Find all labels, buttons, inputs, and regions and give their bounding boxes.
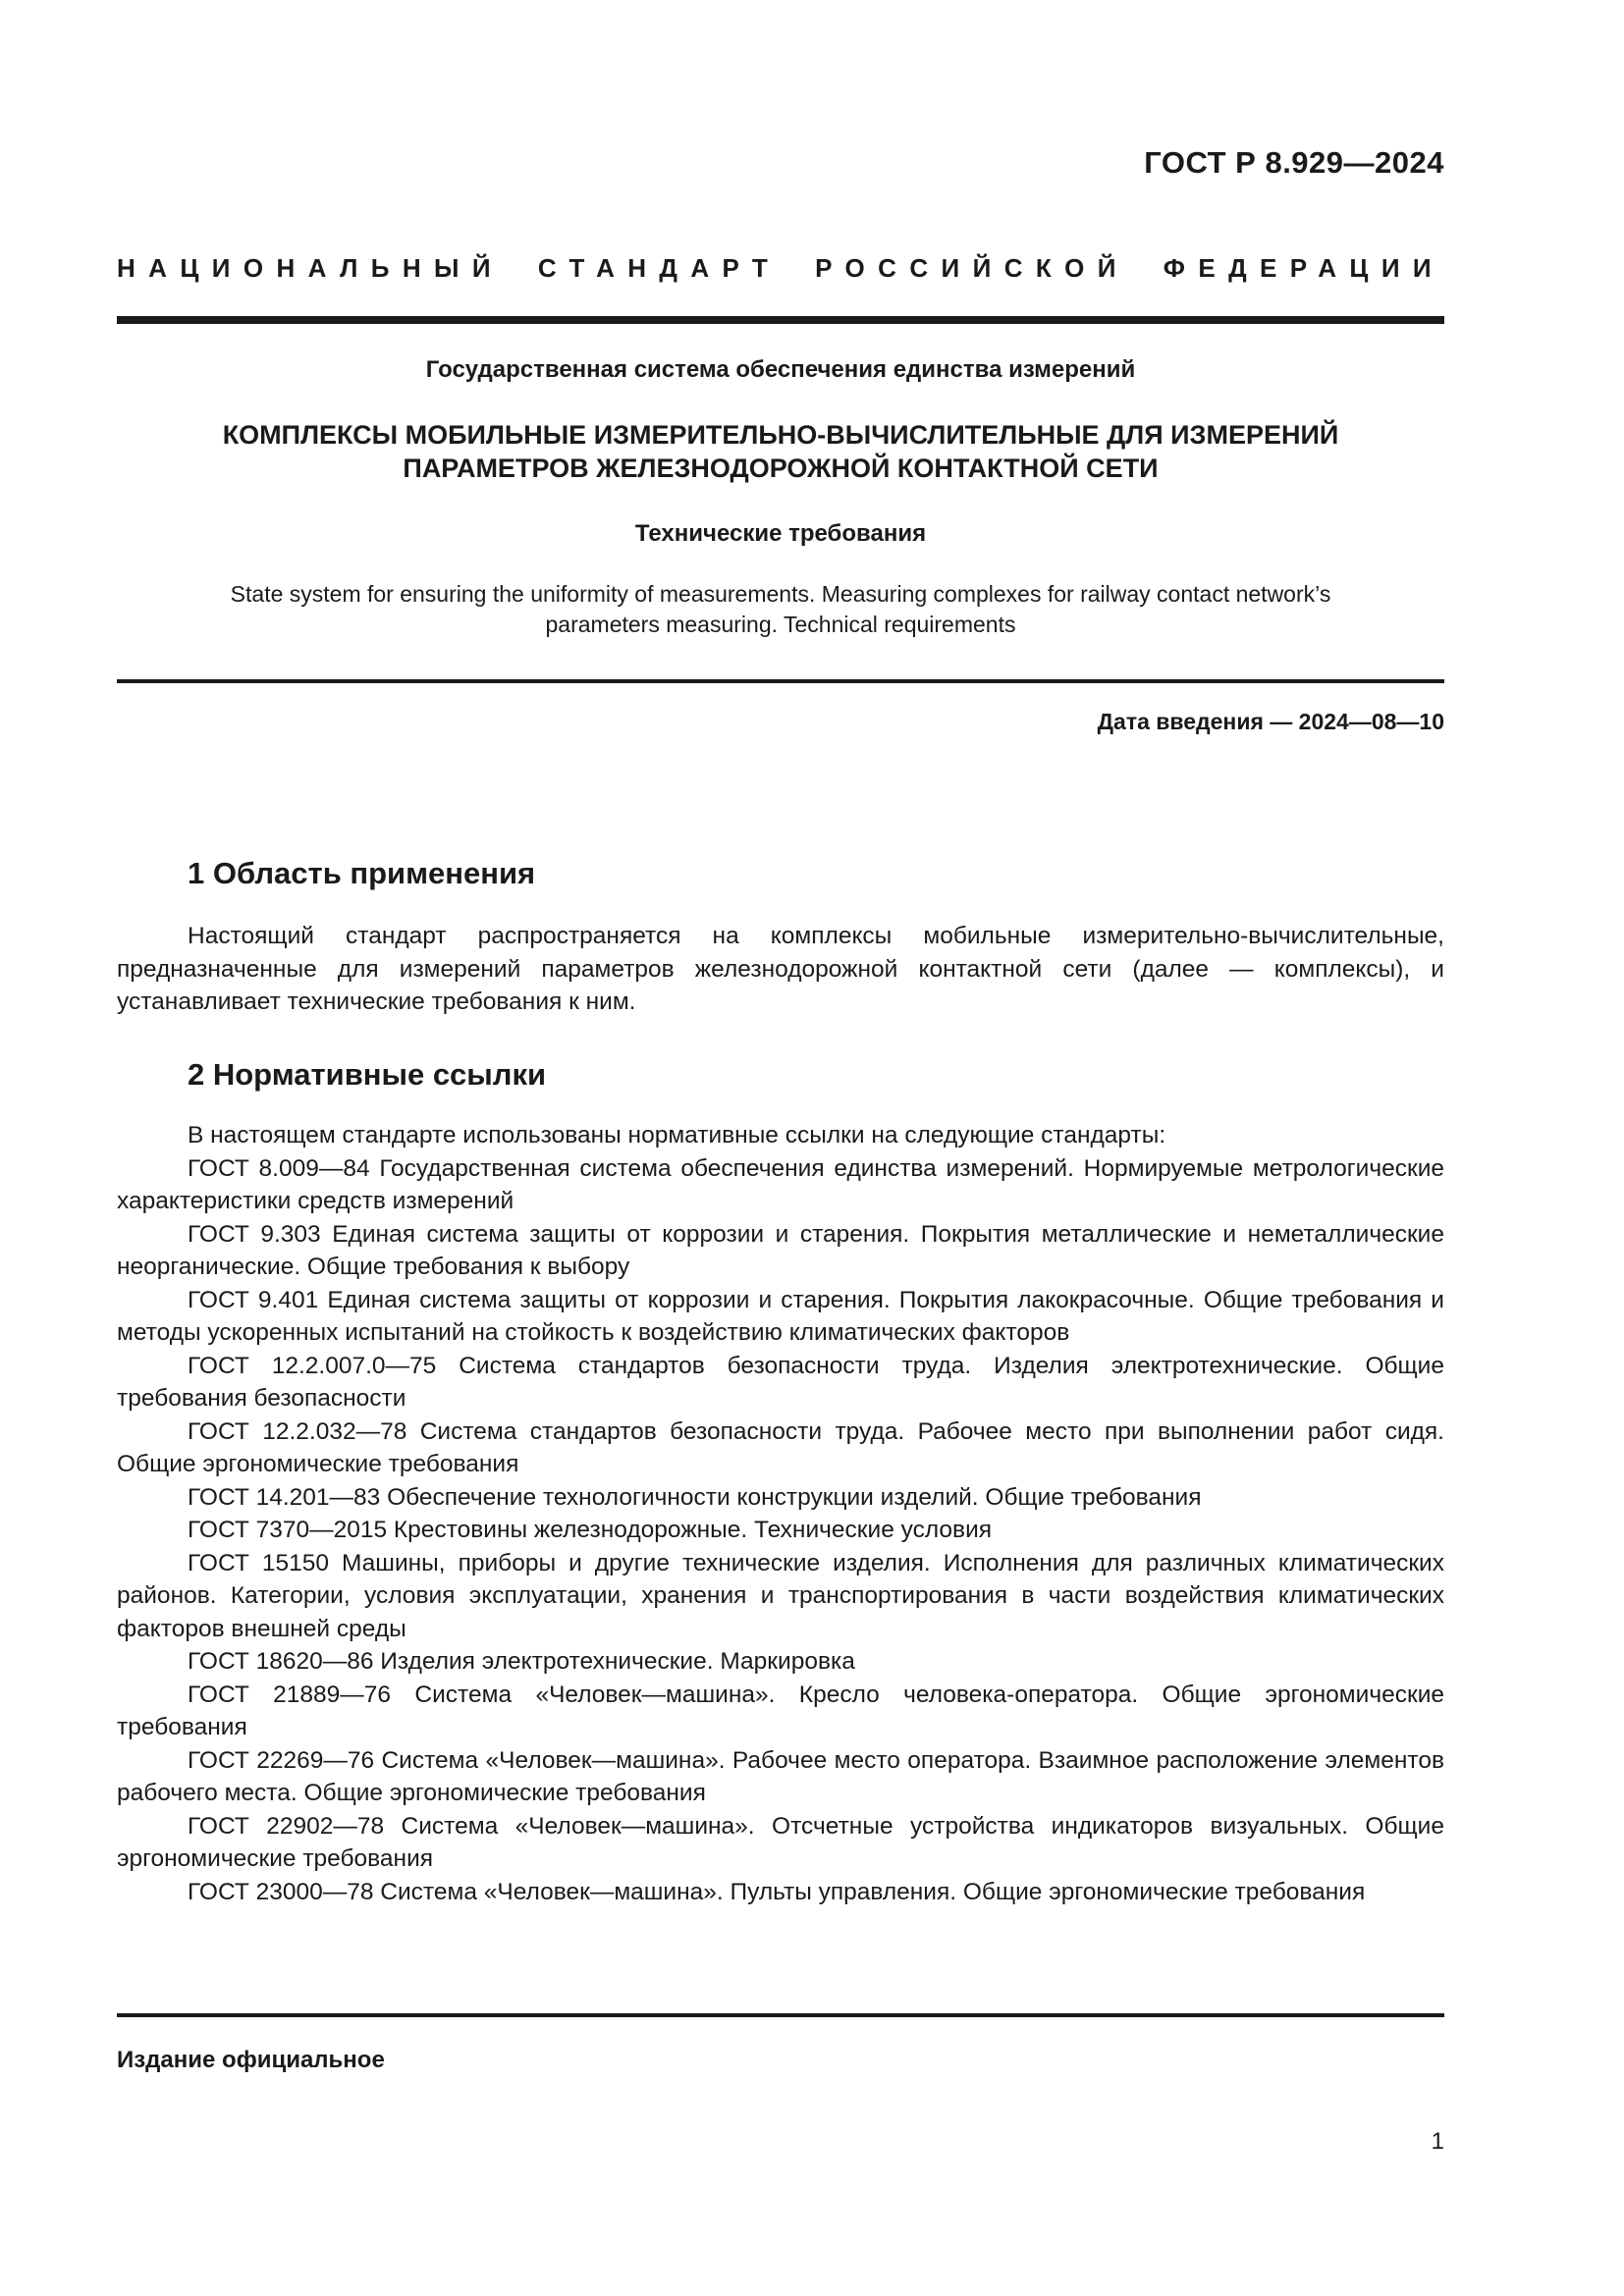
main-title-line-1: КОМПЛЕКСЫ МОБИЛЬНЫЕ ИЗМЕРИТЕЛЬНО-ВЫЧИСЛИТЕЛЬНЫЕ ДЛЯ ИЗМЕРЕНИЙ	[222, 420, 1339, 450]
footer-rule	[117, 2013, 1444, 2017]
series-title: Государственная система обеспечения единства измерений	[425, 356, 1136, 383]
intro-date: Дата введения — 2024—08—10	[1097, 709, 1444, 734]
title-rule	[117, 679, 1444, 683]
header-rule	[117, 316, 1444, 324]
section-1-heading: 1 Область применения	[188, 856, 536, 890]
english-title-line-2: parameters measuring. Technical requirements	[545, 612, 1016, 637]
national-standard-banner: НАЦИОНАЛЬНЫЙ СТАНДАРТ РОССИЙСКОЙ ФЕДЕРАЦИИ	[117, 253, 1444, 283]
reference-item: ГОСТ 9.401 Единая система защиты от коррозии и старения. Покрытия лакокрасочные. Общие требования и методы ускоренных испытаний на стойкость к воздействию климатических факторов	[117, 1286, 1444, 1346]
reference-item: ГОСТ 9.303 Единая система защиты от коррозии и старения. Покрытия металлические и неметаллические неорганические. Общие требования к выбору	[117, 1220, 1444, 1280]
reference-item: ГОСТ 23000—78 Система «Человек—машина». Пульты управления. Общие эргономические требования	[188, 1878, 1366, 1905]
reference-item: ГОСТ 14.201—83 Обеспечение технологичности конструкции изделий. Общие требования	[188, 1483, 1202, 1511]
reference-item: ГОСТ 8.009—84 Государственная система обеспечения единства измерений. Нормируемые метрологические характеристики средств измерений	[117, 1154, 1444, 1214]
reference-item: ГОСТ 22902—78 Система «Человек—машина». Отсчетные устройства индикаторов визуальных. Общие эргономические требования	[117, 1812, 1444, 1872]
reference-item: ГОСТ 7370—2015 Крестовины железнодорожные. Технические условия	[188, 1517, 993, 1543]
normative-references	[117, 1119, 1444, 1908]
reference-item: ГОСТ 18620—86 Изделия электротехнические. Маркировка	[188, 1648, 855, 1675]
reference-item: ГОСТ 12.2.007.0—75 Система стандартов безопасности труда. Изделия электротехнические. Общие требования безопасности	[117, 1352, 1444, 1412]
reference-item: ГОСТ 21889—76 Система «Человек—машина». Кресло человека-оператора. Общие эргономические требования	[117, 1681, 1444, 1740]
main-title-line-2: ПАРАМЕТРОВ ЖЕЛЕЗНОДОРОЖНОЙ КОНТАКТНОЙ СЕТИ	[403, 454, 1159, 483]
english-title-line-1: State system for ensuring the uniformity of measurements. Measuring complexes for railway contact network’s	[230, 581, 1331, 607]
main-title	[117, 418, 1444, 485]
subtitle: Технические требования	[634, 520, 927, 547]
page-number: 1	[1431, 2128, 1444, 2155]
section-2-heading: 2 Нормативные ссылки	[188, 1057, 547, 1092]
reference-item: ГОСТ 15150 Машины, приборы и другие технические изделия. Исполнения для различных климатических районов. Категории, условия эксплуатации, хранения и транспортирования в части воздействия климатических факторов внешней среды	[117, 1549, 1444, 1642]
reference-item: ГОСТ 22269—76 Система «Человек—машина». Рабочее место оператора. Взаимное расположение элементов рабочего места. Общие эргономические требования	[117, 1746, 1444, 1806]
references-intro: В настоящем стандарте использованы нормативные ссылки на следующие стандарты:	[188, 1122, 1166, 1148]
section-1-paragraph: Настоящий стандарт распространяется на комплексы мобильные измерительно-вычислительные, предназначенные для измерений параметров железнодорожной контактной сети (далее — комплексы), и устанавливает технические требования к ним.	[117, 923, 1444, 1015]
english-title	[117, 579, 1444, 640]
official-edition-label: Издание официальное	[117, 2047, 385, 2073]
document-number: ГОСТ Р 8.929—2024	[1144, 145, 1444, 180]
reference-item: ГОСТ 12.2.032—78 Система стандартов безопасности труда. Рабочее место при выполнении работ сидя. Общие эргономические требования	[117, 1417, 1444, 1477]
section-1-body	[117, 920, 1444, 1019]
